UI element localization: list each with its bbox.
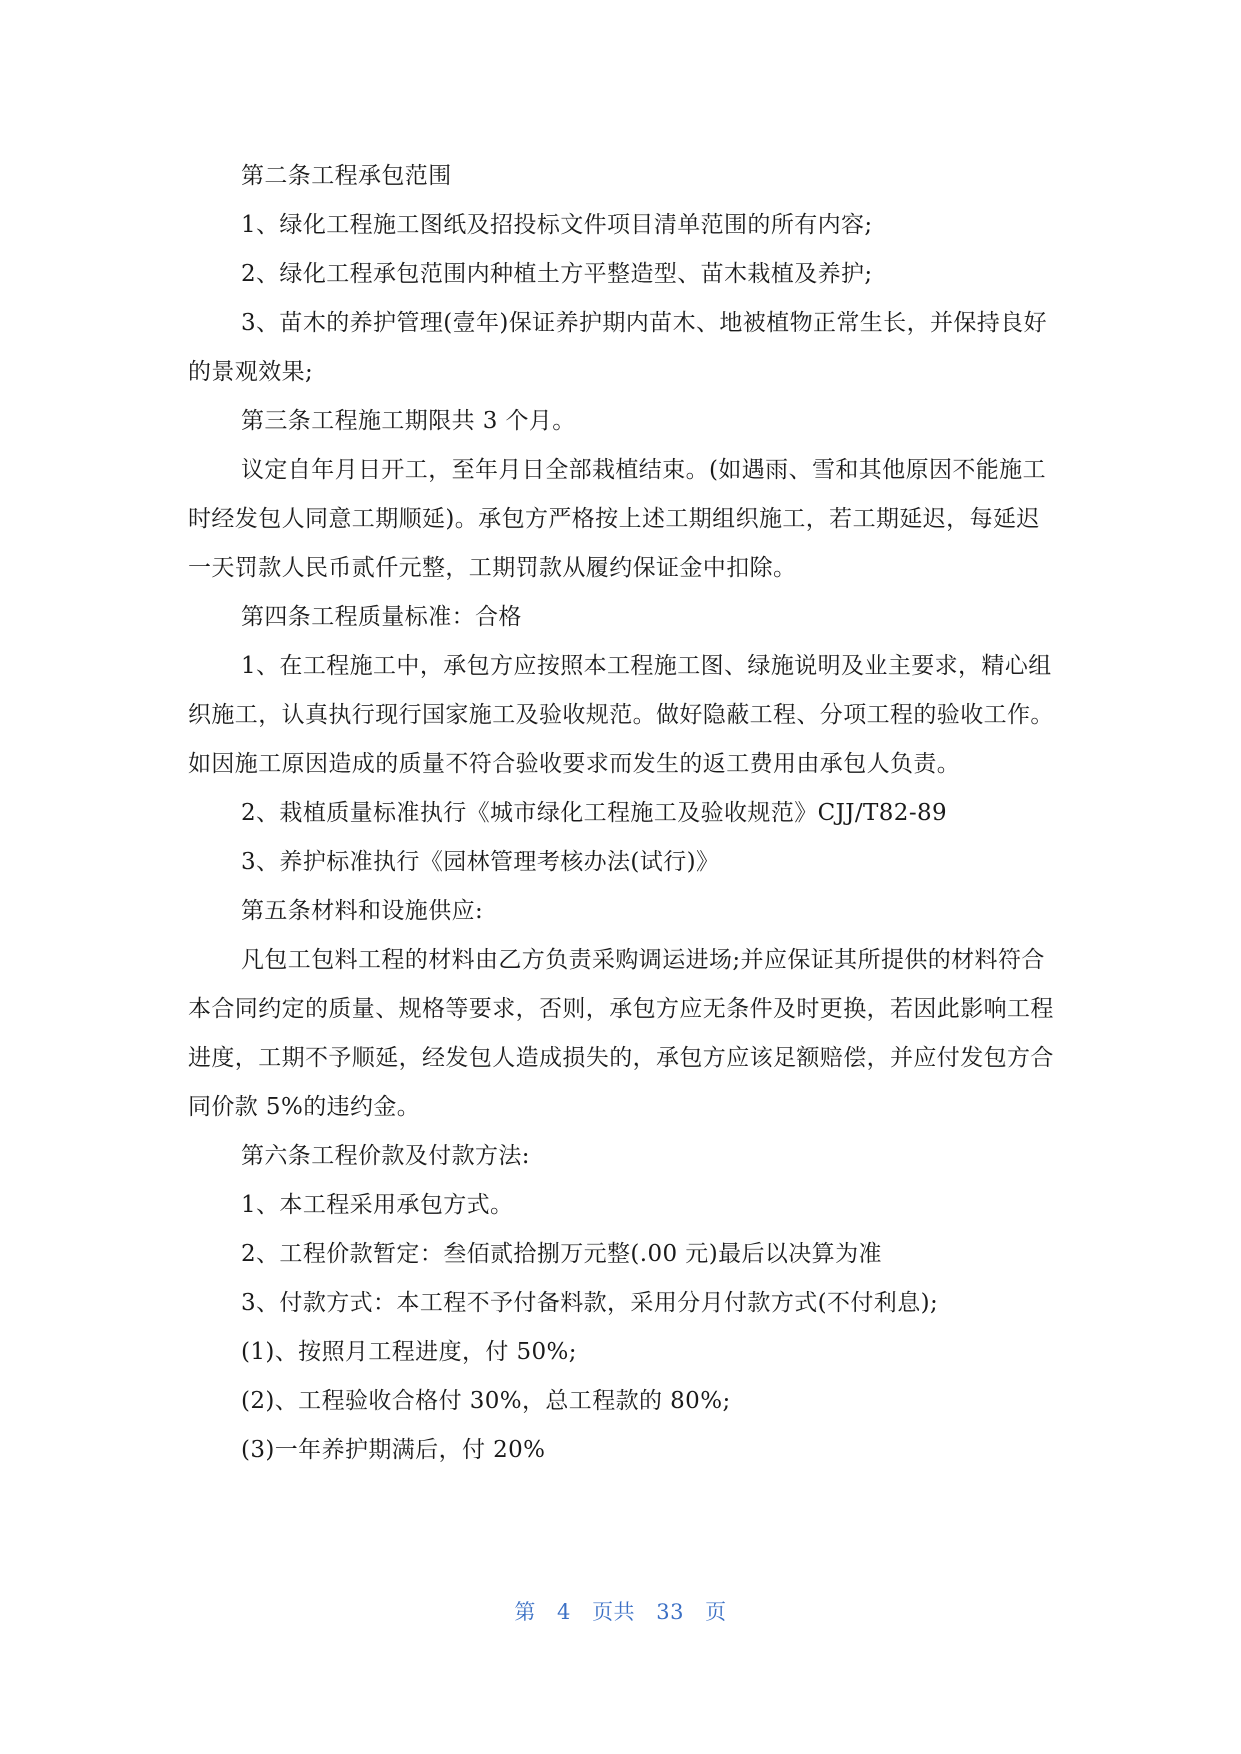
paragraph: 1、在工程施工中，承包方应按照本工程施工图、绿施说明及业主要求，精心组织施工，认真执行现行国家施工及验收规范。做好隐蔽工程、分项工程的验收工作。如因施工原因造成的质量不符合验收要求而发生的返工费用由承包人负责。 bbox=[188, 653, 1054, 777]
footer-prefix: 第 bbox=[514, 1600, 536, 1624]
paragraph: 议定自年月日开工，至年月日全部栽植结束。(如遇雨、雪和其他原因不能施工时经发包人同意工期顺延)。承包方严格按上述工期组织施工，若工期延迟，每延迟一天罚款人民币贰仟元整，工期罚款从履约保证金中扣除。 bbox=[188, 457, 1046, 581]
paragraph: 第三条工程施工期限共 3 个月。 bbox=[241, 408, 576, 434]
paragraph: 1、本工程采用承包方式。 bbox=[241, 1192, 514, 1218]
footer-current-page: 4 bbox=[557, 1600, 571, 1624]
page-footer bbox=[0, 1596, 1241, 1626]
paragraph: 2、栽植质量标准执行《城市绿化工程施工及验收规范》CJJ/T82-89 bbox=[241, 800, 948, 826]
paragraph: 3、付款方式：本工程不予付备料款，采用分月付款方式(不付利息); bbox=[241, 1290, 939, 1316]
paragraph: 3、苗木的养护管理(壹年)保证养护期内苗木、地被植物正常生长，并保持良好的景观效果; bbox=[188, 310, 1047, 385]
paragraph: (1)、按照月工程进度，付 50%; bbox=[241, 1339, 577, 1365]
paragraph: 第五条材料和设施供应: bbox=[241, 898, 484, 924]
paragraph: (2)、工程验收合格付 30%，总工程款的 80%; bbox=[241, 1388, 731, 1414]
paragraph: 凡包工包料工程的材料由乙方负责采购调运进场;并应保证其所提供的材料符合本合同约定的质量、规格等要求，否则，承包方应无条件及时更换，若因此影响工程进度，工期不予顺延，经发包人造成损失的，承包方应该足额赔偿，并应付发包方合同价款 5%的违约金。 bbox=[188, 947, 1054, 1120]
footer-total-pages: 33 bbox=[656, 1600, 684, 1624]
paragraph: 第四条工程质量标准：合格 bbox=[241, 604, 522, 630]
document-body bbox=[188, 152, 1058, 1475]
paragraph: 第二条工程承包范围 bbox=[241, 163, 452, 189]
paragraph: 2、绿化工程承包范围内种植土方平整造型、苗木栽植及养护; bbox=[241, 261, 873, 287]
paragraph: 1、绿化工程施工图纸及招投标文件项目清单范围的所有内容; bbox=[241, 212, 873, 238]
paragraph: (3)一年养护期满后，付 20% bbox=[241, 1437, 546, 1463]
footer-middle: 页共 bbox=[592, 1600, 636, 1624]
paragraph: 第六条工程价款及付款方法: bbox=[241, 1143, 530, 1169]
footer-suffix: 页 bbox=[705, 1600, 727, 1624]
paragraph: 2、工程价款暂定：叁佰贰拾捌万元整(.00 元)最后以决算为准 bbox=[241, 1241, 882, 1267]
paragraph: 3、养护标准执行《园林管理考核办法(试行)》 bbox=[241, 849, 720, 875]
